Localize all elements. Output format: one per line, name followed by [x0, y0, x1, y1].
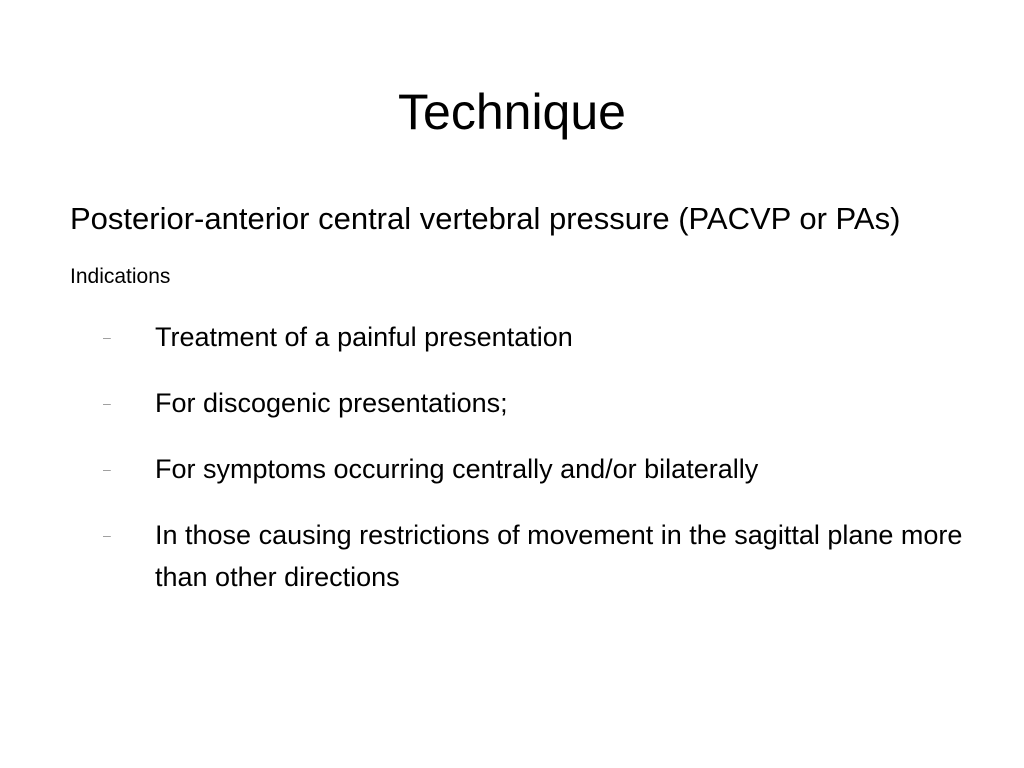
indications-heading: Indications — [70, 265, 171, 288]
dash-bullet-icon: – — [103, 461, 111, 477]
slide-title: Technique — [398, 84, 626, 140]
dash-bullet-icon: – — [103, 527, 111, 543]
dash-bullet-icon: – — [103, 395, 111, 411]
list-item-text: For symptoms occurring centrally and/or bilaterally — [155, 454, 759, 484]
list-item — [70, 316, 970, 358]
list-item-text: For discogenic presentations; — [155, 388, 508, 418]
dash-bullet-icon: – — [103, 329, 111, 345]
list-item — [70, 382, 970, 424]
list-item — [70, 514, 970, 598]
list-item-text: In those causing restrictions of movement in the sagittal plane more than other directions — [155, 520, 963, 592]
list-item-text: Treatment of a painful presentation — [155, 322, 573, 352]
lead-text: Posterior-anterior central vertebral pressure (PACVP or PAs) — [70, 201, 901, 236]
list-item — [70, 448, 970, 490]
slide-content — [70, 196, 970, 598]
indications-list — [70, 316, 970, 598]
